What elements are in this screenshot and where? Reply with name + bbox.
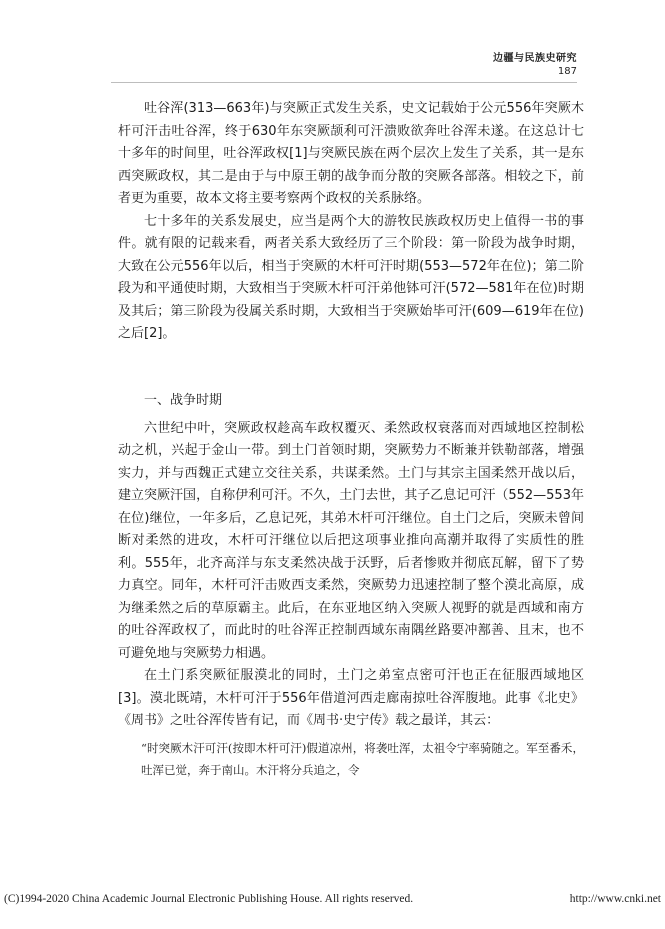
page-number: 187 bbox=[557, 66, 577, 77]
cnki-link[interactable]: http://www.cnki.net bbox=[569, 893, 661, 905]
intro-paragraph-1: 吐谷浑(313—663年)与突厥正式发生关系，史文记载始于公元556年突厥木杆可汗击吐谷浑，终于630年东突厥颉利可汗溃败欲奔吐谷浑未遂。在这总计七十多年的时间里，吐谷浑政权[1]与突厥民族在两个层次上发生了关系，其一是东西突厥政权，其二是由于与中原王朝的战争而分散的突厥各部落。相较之下，前者更为重要，故本文将主要考察两个政权的关系脉络。 bbox=[118, 101, 584, 206]
intro-paragraph-2: 七十多年的关系发展史，应当是两个大的游牧民族政权历史上值得一书的事件。就有限的记载来看，两者关系大致经历了三个阶段：第一阶段为战争时期，大致在公元556年以后，相当于突厥的木杆可汗时期(553—572年在位)；第二阶段为和平通使时期，大致相当于突厥木杆可汗弟他钵可汗(572—581年在位)时期及其后；第三阶段为役属关系时期，大致相当于突厥始毕可汗(609—619年在位)之后[2]。 bbox=[118, 213, 584, 341]
article-body bbox=[118, 98, 584, 781]
journal-header bbox=[493, 52, 577, 78]
copyright-text: (C)1994-2020 China Academic Journal Electronic Publishing House. All rights reserved. bbox=[4, 893, 414, 905]
journal-name: 边疆与民族史研究 bbox=[493, 53, 577, 64]
section-title: 一、战争时期 bbox=[144, 392, 223, 408]
block-quote: “时突厥木汗可汗(按即木杆可汗)假道凉州，将袭吐浑，太祖令宁率骑随之。军至番禾，吐浑已觉，奔于南山。木汗将分兵追之，令 bbox=[141, 740, 584, 777]
header-rule bbox=[111, 82, 577, 83]
section-paragraph-2: 在土门系突厥征服漠北的同时，土门之弟室点密可汗也正在征服西域地区[3]。漠北既靖，木杆可汗于556年借道河西走廊南掠吐谷浑腹地。此事《北史》《周书》之吐谷浑传皆有记，而《周书·史宁传》载之最详，其云： bbox=[118, 668, 584, 728]
section-paragraph-1: 六世纪中叶，突厥政权趁高车政权覆灭、柔然政权衰落而对西域地区控制松动之机，兴起于金山一带。到土门首领时期，突厥势力不断兼并铁勒部落，增强实力，并与西魏正式建立交往关系，共谋柔然。土门与其宗主国柔然开战以后，建立突厥汗国，自称伊利可汗。不久，土门去世，其子乙息记可汗（552—553年在位)继位，一年多后，乙息记死，其弟木杆可汗继位。自土门之后，突厥未曾间断对柔然的进攻，木杆可汗继位以后把这项事业推向高潮并取得了实质性的胜利。555年，北齐高洋与东支柔然决战于沃野，后者惨败并彻底瓦解，留下了势力真空。同年，木杆可汗击败西支柔然，突厥势力迅速控制了整个漠北高原，成为继柔然之后的草原霸主。此后，在东亚地区纳入突厥人视野的就是西域和南方的吐谷浑政权了，而此时的吐谷浑正控制西域东南隅丝路要冲鄯善、且末，也不可避免地与突厥势力相遇。 bbox=[118, 420, 584, 661]
